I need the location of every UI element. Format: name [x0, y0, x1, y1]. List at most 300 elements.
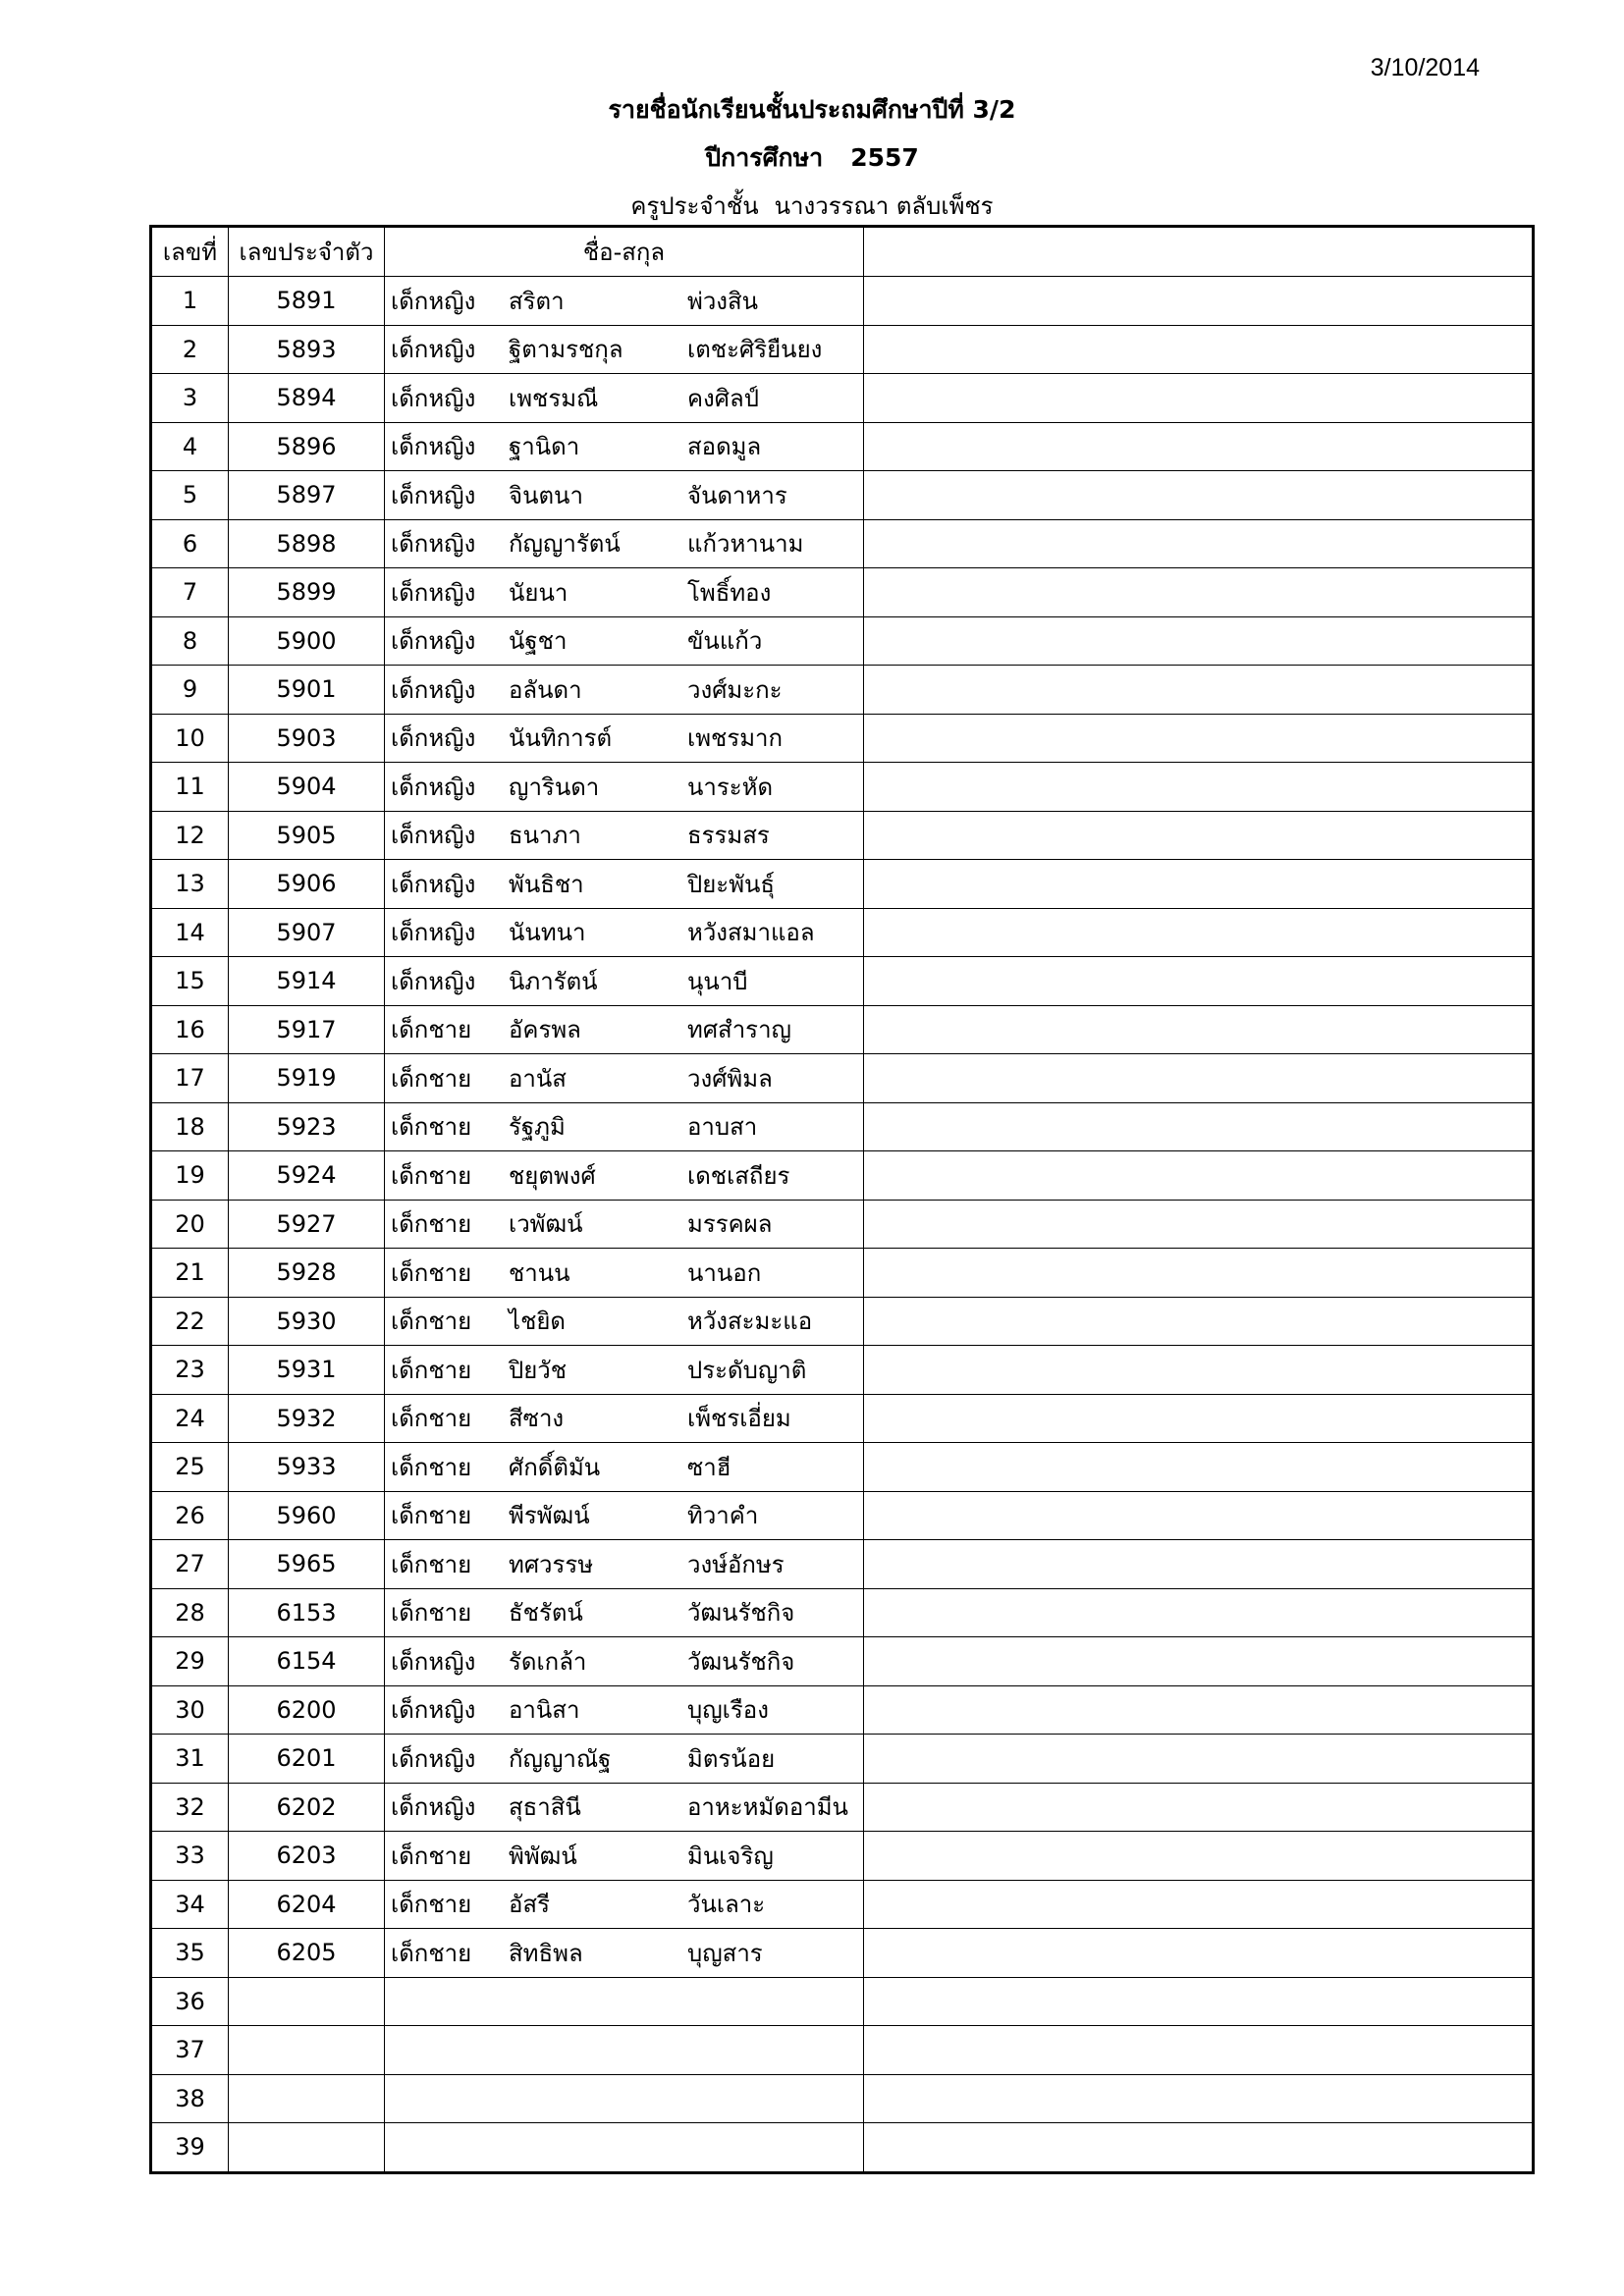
last-name: ซาฮี: [687, 1453, 731, 1481]
name-prefix: เด็กหญิง: [391, 433, 476, 461]
student-name-cell: [385, 1832, 864, 1881]
student-name-cell: [385, 957, 864, 1006]
row-number: 4: [151, 422, 229, 471]
student-name-cell: [385, 1151, 864, 1201]
blank-cell: [864, 1880, 1534, 1929]
last-name: พ่วงสิน: [687, 287, 759, 315]
student-id: [229, 1977, 385, 2026]
blank-cell: [864, 1491, 1534, 1540]
row-number: 19: [151, 1151, 229, 1201]
row-number: 22: [151, 1297, 229, 1346]
row-number: 10: [151, 714, 229, 763]
row-number: 31: [151, 1735, 229, 1784]
name-prefix: เด็กหญิง: [391, 822, 476, 850]
row-number: 39: [151, 2123, 229, 2173]
student-name: [385, 670, 863, 709]
table-row: [151, 1005, 1534, 1054]
first-name: นันทนา: [509, 919, 586, 947]
first-name: พีรพัฒน์: [509, 1502, 590, 1530]
table-row: [151, 519, 1534, 568]
row-number: 9: [151, 666, 229, 715]
blank-cell: [864, 1346, 1534, 1395]
table-row: [151, 1977, 1534, 2026]
name-prefix: เด็กหญิง: [391, 627, 476, 656]
blank-cell: [864, 908, 1534, 957]
last-name: วัฒนรัชกิจ: [687, 1599, 795, 1628]
student-id: 5904: [229, 763, 385, 812]
last-name: วงศ์มะกะ: [687, 675, 783, 704]
row-number: 32: [151, 1783, 229, 1832]
last-name: วันเลาะ: [687, 1891, 766, 1919]
student-name: [385, 1788, 863, 1826]
student-name: [385, 1837, 863, 1875]
student-name-cell: [385, 811, 864, 860]
student-name: [385, 865, 863, 903]
name-prefix: เด็กหญิง: [391, 773, 476, 801]
blank-cell: [864, 714, 1534, 763]
student-name: [385, 573, 863, 612]
table-row: [151, 1735, 1534, 1784]
student-id: 5924: [229, 1151, 385, 1201]
table-row: [151, 1685, 1534, 1735]
last-name: บุญสาร: [687, 1939, 763, 1967]
student-name: [385, 1254, 863, 1292]
row-number: 13: [151, 860, 229, 909]
student-name-cell: [385, 568, 864, 617]
first-name: จินตนา: [509, 481, 583, 509]
student-name-cell: [385, 666, 864, 715]
student-name-cell: [385, 1443, 864, 1492]
student-id: 5891: [229, 277, 385, 326]
table-row: [151, 666, 1534, 715]
table-row: [151, 2123, 1534, 2173]
row-number: 36: [151, 1977, 229, 2026]
table-row: [151, 616, 1534, 666]
table-row: [151, 2026, 1534, 2075]
blank-cell: [864, 1832, 1534, 1881]
first-name: ทศวรรษ: [509, 1550, 594, 1578]
student-id: 6203: [229, 1832, 385, 1881]
table-row: [151, 1151, 1534, 1201]
student-name: [385, 1545, 863, 1583]
student-name: [385, 962, 863, 1000]
student-name-cell: [385, 1735, 864, 1784]
row-number: 35: [151, 1929, 229, 1978]
blank-cell: [864, 1443, 1534, 1492]
first-name: ชยุตพงศ์: [509, 1161, 596, 1190]
table-header-row: [151, 227, 1534, 277]
row-number: 27: [151, 1540, 229, 1589]
blank-cell: [864, 1637, 1534, 1686]
student-name: [385, 282, 863, 320]
student-name-cell: [385, 908, 864, 957]
student-name-cell: [385, 519, 864, 568]
first-name: ไชยิด: [509, 1308, 567, 1336]
last-name: วงษ์อักษร: [687, 1550, 785, 1578]
first-name: อัครพล: [509, 1016, 581, 1044]
student-name-cell: [385, 1783, 864, 1832]
table-row: [151, 1491, 1534, 1540]
name-prefix: เด็กชาย: [391, 1405, 472, 1433]
first-name: นัฐชา: [509, 627, 568, 656]
student-id: 6201: [229, 1735, 385, 1784]
name-prefix: เด็กชาย: [391, 1113, 472, 1142]
table-row: [151, 1102, 1534, 1151]
name-prefix: เด็กหญิง: [391, 1647, 476, 1676]
table-row: [151, 1880, 1534, 1929]
blank-cell: [864, 1977, 1534, 2026]
last-name: วัฒนรัชกิจ: [687, 1647, 795, 1676]
student-name: [385, 816, 863, 854]
first-name: พันธิชา: [509, 870, 584, 898]
blank-cell: [864, 1102, 1534, 1151]
student-name-cell: [385, 422, 864, 471]
last-name: หวังสะมะแอ: [687, 1308, 813, 1336]
student-id: 5965: [229, 1540, 385, 1589]
last-name: วงศ์พิมล: [687, 1064, 773, 1093]
student-name-cell: [385, 1540, 864, 1589]
blank-cell: [864, 374, 1534, 423]
blank-cell: [864, 811, 1534, 860]
blank-cell: [864, 422, 1534, 471]
name-prefix: เด็กชาย: [391, 1891, 472, 1919]
first-name: สิทธิพล: [509, 1939, 583, 1967]
first-name: กัญญาณัฐ: [509, 1744, 612, 1773]
blank-cell: [864, 957, 1534, 1006]
first-name: ศักดิ์ติมัน: [509, 1453, 601, 1481]
table-row: [151, 568, 1534, 617]
row-number: 38: [151, 2074, 229, 2123]
header-student-id: เลขประจำตัว: [229, 227, 385, 277]
row-number: 34: [151, 1880, 229, 1929]
table-row: [151, 1297, 1534, 1346]
table-row: [151, 714, 1534, 763]
student-name: [385, 1059, 863, 1097]
student-name: [385, 1010, 863, 1048]
blank-cell: [864, 325, 1534, 374]
name-prefix: เด็กหญิง: [391, 384, 476, 412]
last-name: เดชเสถียร: [687, 1161, 790, 1190]
name-prefix: เด็กชาย: [391, 1064, 472, 1093]
blank-cell: [864, 666, 1534, 715]
student-name: [385, 1107, 863, 1146]
row-number: 16: [151, 1005, 229, 1054]
student-id: 6202: [229, 1783, 385, 1832]
table-row: [151, 422, 1534, 471]
table-row: [151, 1540, 1534, 1589]
name-prefix: เด็กชาย: [391, 1842, 472, 1870]
row-number: 14: [151, 908, 229, 957]
name-prefix: เด็กชาย: [391, 1258, 472, 1287]
blank-cell: [864, 763, 1534, 812]
student-name: [385, 1690, 863, 1729]
table-row: [151, 471, 1534, 520]
student-name-cell: [385, 325, 864, 374]
student-name: [385, 1302, 863, 1340]
row-number: 25: [151, 1443, 229, 1492]
homeroom-teacher: [0, 187, 1624, 225]
student-id: [229, 2074, 385, 2123]
row-number: 37: [151, 2026, 229, 2075]
print-date: 3/10/2014: [1370, 54, 1480, 81]
blank-cell: [864, 860, 1534, 909]
student-id: 5905: [229, 811, 385, 860]
blank-cell: [864, 1588, 1534, 1637]
academic-year: [0, 138, 1624, 178]
blank-cell: [864, 1540, 1534, 1589]
student-id: [229, 2026, 385, 2075]
row-number: 21: [151, 1249, 229, 1298]
last-name: เตชะศิริยืนยง: [687, 336, 823, 364]
blank-cell: [864, 1151, 1534, 1201]
name-prefix: เด็กหญิง: [391, 578, 476, 607]
row-number: 12: [151, 811, 229, 860]
table-row: [151, 957, 1534, 1006]
table-row: [151, 1929, 1534, 1978]
first-name: พิพัฒน์: [509, 1842, 577, 1870]
last-name: ประดับญาติ: [687, 1356, 807, 1384]
last-name: นาระหัด: [687, 773, 774, 801]
first-name: นิภารัตน์: [509, 967, 598, 995]
student-id: 5932: [229, 1394, 385, 1443]
header-blank: [864, 227, 1534, 277]
student-name: [385, 1739, 863, 1778]
table-row: [151, 1443, 1534, 1492]
blank-cell: [864, 1685, 1534, 1735]
student-name-cell: [385, 1346, 864, 1395]
teacher-name: นางวรรณา ตลับเพ็ชร: [774, 192, 994, 220]
row-number: 7: [151, 568, 229, 617]
last-name: อาหะหมัดอามีน: [687, 1793, 848, 1822]
name-prefix: เด็กหญิง: [391, 287, 476, 315]
last-name: สอดมูล: [687, 433, 762, 461]
teacher-label: ครูประจำชั้น: [630, 192, 759, 220]
name-prefix: เด็กชาย: [391, 1308, 472, 1336]
first-name: กัญญารัตน์: [509, 530, 621, 559]
table-row: [151, 763, 1534, 812]
last-name: ทิวาคำ: [687, 1502, 759, 1530]
row-number: 24: [151, 1394, 229, 1443]
name-prefix: เด็กหญิง: [391, 1696, 476, 1725]
last-name: มิตรน้อย: [687, 1744, 776, 1773]
row-number: 17: [151, 1054, 229, 1103]
student-name: [385, 1934, 863, 1972]
row-number: 18: [151, 1102, 229, 1151]
row-number: 3: [151, 374, 229, 423]
blank-cell: [864, 1394, 1534, 1443]
student-name-cell: [385, 1249, 864, 1298]
table-row: [151, 2074, 1534, 2123]
student-name-cell: [385, 1054, 864, 1103]
student-id: 5917: [229, 1005, 385, 1054]
first-name: นันทิการต์: [509, 724, 613, 753]
student-id: 5931: [229, 1346, 385, 1395]
name-prefix: เด็กชาย: [391, 1016, 472, 1044]
student-name-cell: [385, 616, 864, 666]
last-name: แก้วหานาม: [687, 530, 804, 559]
student-id: 5927: [229, 1200, 385, 1249]
student-id: [229, 2123, 385, 2173]
blank-cell: [864, 1200, 1534, 1249]
first-name: สุธาสินี: [509, 1793, 581, 1822]
first-name: ธนาภา: [509, 822, 581, 850]
row-number: 30: [151, 1685, 229, 1735]
student-id: 5930: [229, 1297, 385, 1346]
student-name: [385, 427, 863, 465]
name-prefix: เด็กชาย: [391, 1161, 472, 1190]
academic-year-label: ปีการศึกษา: [705, 143, 824, 172]
table-row: [151, 1249, 1534, 1298]
blank-cell: [864, 2026, 1534, 2075]
last-name: เพ็ชรเอี่ยม: [687, 1405, 791, 1433]
last-name: หวังสมาแอล: [687, 919, 815, 947]
last-name: บุญเรือง: [687, 1696, 769, 1725]
blank-cell: [864, 2074, 1534, 2123]
student-name: [385, 768, 863, 806]
blank-cell: [864, 1783, 1534, 1832]
name-prefix: เด็กหญิง: [391, 481, 476, 509]
academic-year-value: 2557: [850, 143, 919, 172]
blank-cell: [864, 1249, 1534, 1298]
last-name: นุนาบี: [687, 967, 748, 995]
name-prefix: เด็กชาย: [391, 1550, 472, 1578]
table-row: [151, 1783, 1534, 1832]
table-row: [151, 1588, 1534, 1637]
table-row: [151, 1832, 1534, 1881]
student-name: [385, 1399, 863, 1437]
student-id: 5893: [229, 325, 385, 374]
student-id: 5919: [229, 1054, 385, 1103]
first-name: อานิสา: [509, 1696, 580, 1725]
student-name: [385, 913, 863, 951]
table-row: [151, 374, 1534, 423]
last-name: นานอก: [687, 1258, 762, 1287]
first-name: ธัชรัตน์: [509, 1599, 583, 1628]
student-id: 5903: [229, 714, 385, 763]
first-name: นัยนา: [509, 578, 568, 607]
student-name: [385, 330, 863, 368]
last-name: ธรรมสร: [687, 822, 770, 850]
row-number: 8: [151, 616, 229, 666]
name-prefix: เด็กหญิง: [391, 967, 476, 995]
last-name: ปิยะพันธุ์: [687, 870, 776, 898]
student-name-cell: [385, 1637, 864, 1686]
blank-cell: [864, 568, 1534, 617]
student-id: 5896: [229, 422, 385, 471]
table-row: [151, 1200, 1534, 1249]
table-row: [151, 1054, 1534, 1103]
student-id: 5901: [229, 666, 385, 715]
student-name-cell: [385, 1200, 864, 1249]
blank-cell: [864, 1735, 1534, 1784]
last-name: ทศสำราญ: [687, 1016, 791, 1044]
student-id: 5928: [229, 1249, 385, 1298]
name-prefix: เด็กหญิง: [391, 724, 476, 753]
first-name: สริตา: [509, 287, 565, 315]
student-id: 6154: [229, 1637, 385, 1686]
student-name-cell: [385, 2123, 864, 2173]
row-number: 23: [151, 1346, 229, 1395]
student-name: [385, 719, 863, 757]
name-prefix: เด็กชาย: [391, 1599, 472, 1628]
student-id: 5900: [229, 616, 385, 666]
name-prefix: เด็กหญิง: [391, 870, 476, 898]
header-full-name: ชื่อ-สกุล: [385, 227, 864, 277]
blank-cell: [864, 1297, 1534, 1346]
first-name: รัดเกล้า: [509, 1647, 587, 1676]
row-number: 33: [151, 1832, 229, 1881]
student-name: [385, 621, 863, 660]
student-name-cell: [385, 1977, 864, 2026]
student-name-cell: [385, 471, 864, 520]
blank-cell: [864, 1005, 1534, 1054]
header-number: เลขที่: [151, 227, 229, 277]
document-title: รายชื่อนักเรียนชั้นประถมศึกษาปีที่ 3/2: [608, 95, 1016, 124]
student-name-cell: [385, 1588, 864, 1637]
student-name-cell: [385, 763, 864, 812]
student-id: 5923: [229, 1102, 385, 1151]
student-id: 6205: [229, 1929, 385, 1978]
name-prefix: เด็กชาย: [391, 1502, 472, 1530]
last-name: มรรคผล: [687, 1210, 773, 1239]
name-prefix: เด็กชาย: [391, 1210, 472, 1239]
student-name-cell: [385, 374, 864, 423]
name-prefix: เด็กหญิง: [391, 675, 476, 704]
student-id: 5907: [229, 908, 385, 957]
last-name: โพธิ์ทอง: [687, 578, 772, 607]
student-name-cell: [385, 1394, 864, 1443]
name-prefix: เด็กหญิง: [391, 336, 476, 364]
blank-cell: [864, 616, 1534, 666]
first-name: ฐิตามรชกุล: [509, 336, 623, 364]
student-name: [385, 1448, 863, 1486]
blank-cell: [864, 277, 1534, 326]
row-number: 5: [151, 471, 229, 520]
student-id: 5960: [229, 1491, 385, 1540]
student-name: [385, 1496, 863, 1534]
first-name: สีซาง: [509, 1405, 565, 1433]
student-id: 5898: [229, 519, 385, 568]
row-number: 29: [151, 1637, 229, 1686]
name-prefix: เด็กชาย: [391, 1939, 472, 1967]
name-prefix: เด็กหญิง: [391, 530, 476, 559]
name-prefix: เด็กหญิง: [391, 919, 476, 947]
student-id: 6200: [229, 1685, 385, 1735]
row-number: 20: [151, 1200, 229, 1249]
first-name: รัฐภูมิ: [509, 1113, 566, 1142]
row-number: 26: [151, 1491, 229, 1540]
last-name: เพชรมาก: [687, 724, 784, 753]
table-row: [151, 1394, 1534, 1443]
student-name-cell: [385, 1880, 864, 1929]
student-id: 5906: [229, 860, 385, 909]
name-prefix: เด็กชาย: [391, 1356, 472, 1384]
row-number: 28: [151, 1588, 229, 1637]
student-name-cell: [385, 1491, 864, 1540]
row-number: 2: [151, 325, 229, 374]
row-number: 15: [151, 957, 229, 1006]
student-name: [385, 1593, 863, 1631]
table-row: [151, 1346, 1534, 1395]
student-name-cell: [385, 1005, 864, 1054]
first-name: ญารินดา: [509, 773, 600, 801]
roster-body: [151, 277, 1534, 2173]
student-name: [385, 1156, 863, 1195]
row-number: 1: [151, 277, 229, 326]
table-row: [151, 908, 1534, 957]
row-number: 6: [151, 519, 229, 568]
student-name-cell: [385, 860, 864, 909]
